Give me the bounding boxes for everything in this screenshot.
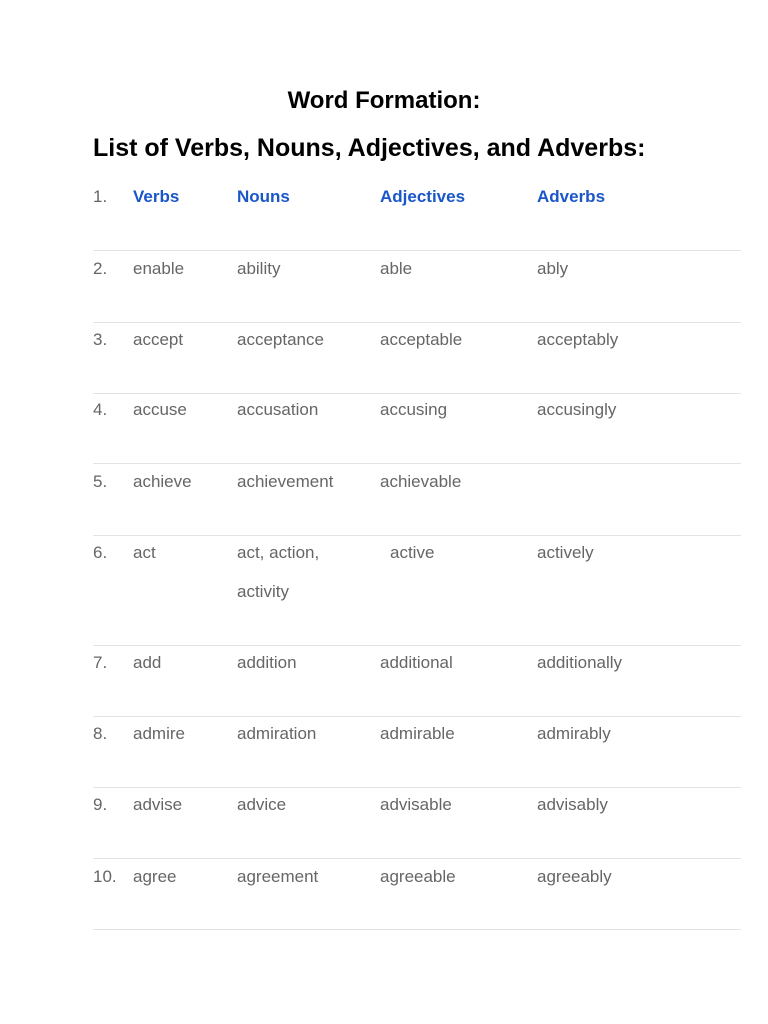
noun-cell: activity: [237, 582, 289, 601]
verb-cell: act: [133, 543, 156, 562]
verb-cell: admire: [133, 724, 185, 743]
page-title: Word Formation:: [287, 87, 481, 114]
adjective-cell: able: [380, 259, 413, 278]
adjective-cell: achievable: [380, 472, 462, 491]
adjective-cell: active: [390, 543, 435, 562]
verb-cell: enable: [133, 259, 185, 278]
adjective-cell: advisable: [380, 795, 452, 814]
row-number: 5.: [93, 472, 108, 491]
verb-cell: accept: [133, 330, 184, 349]
page-subtitle: List of Verbs, Nouns, Adjectives, and Adverbs:: [93, 134, 646, 162]
verb-cell: agree: [133, 867, 177, 886]
row-number: 2.: [93, 259, 108, 278]
adjective-cell: additional: [380, 653, 453, 672]
row-number: 9.: [93, 795, 108, 814]
adverb-cell: ably: [537, 259, 569, 278]
adjective-cell: admirable: [380, 724, 455, 743]
adverb-cell: acceptably: [537, 330, 619, 349]
noun-cell: acceptance: [237, 330, 324, 349]
noun-cell: ability: [237, 259, 281, 278]
adverb-cell: admirably: [537, 724, 611, 743]
verb-cell: add: [133, 653, 162, 672]
verb-cell: accuse: [133, 400, 187, 419]
noun-cell: act, action,: [237, 543, 320, 562]
row-number: 3.: [93, 330, 108, 349]
adjective-cell: agreeable: [380, 867, 456, 886]
header-verbs: Verbs: [133, 187, 180, 206]
row-number: 6.: [93, 543, 108, 562]
header-nouns: Nouns: [237, 187, 290, 206]
noun-cell: agreement: [237, 867, 319, 886]
header-adjectives: Adjectives: [380, 187, 466, 206]
adverb-cell: agreeably: [537, 867, 612, 886]
noun-cell: advice: [237, 795, 287, 814]
row-number: 7.: [93, 653, 108, 672]
noun-cell: accusation: [237, 400, 319, 419]
adjective-cell: acceptable: [380, 330, 463, 349]
adverb-cell: additionally: [537, 653, 623, 672]
row-number: 10.: [93, 867, 117, 886]
noun-cell: admiration: [237, 724, 317, 743]
row-number: 1.: [93, 187, 108, 206]
row-number: 4.: [93, 400, 108, 419]
noun-cell: achievement: [237, 472, 334, 491]
verb-cell: achieve: [133, 472, 192, 491]
adverb-cell: actively: [537, 543, 594, 562]
noun-cell: addition: [237, 653, 297, 672]
adjective-cell: accusing: [380, 400, 448, 419]
verb-cell: advise: [133, 795, 183, 814]
adverb-cell: accusingly: [537, 400, 617, 419]
adverb-cell: advisably: [537, 795, 608, 814]
row-number: 8.: [93, 724, 108, 743]
header-adverbs: Adverbs: [537, 187, 606, 206]
